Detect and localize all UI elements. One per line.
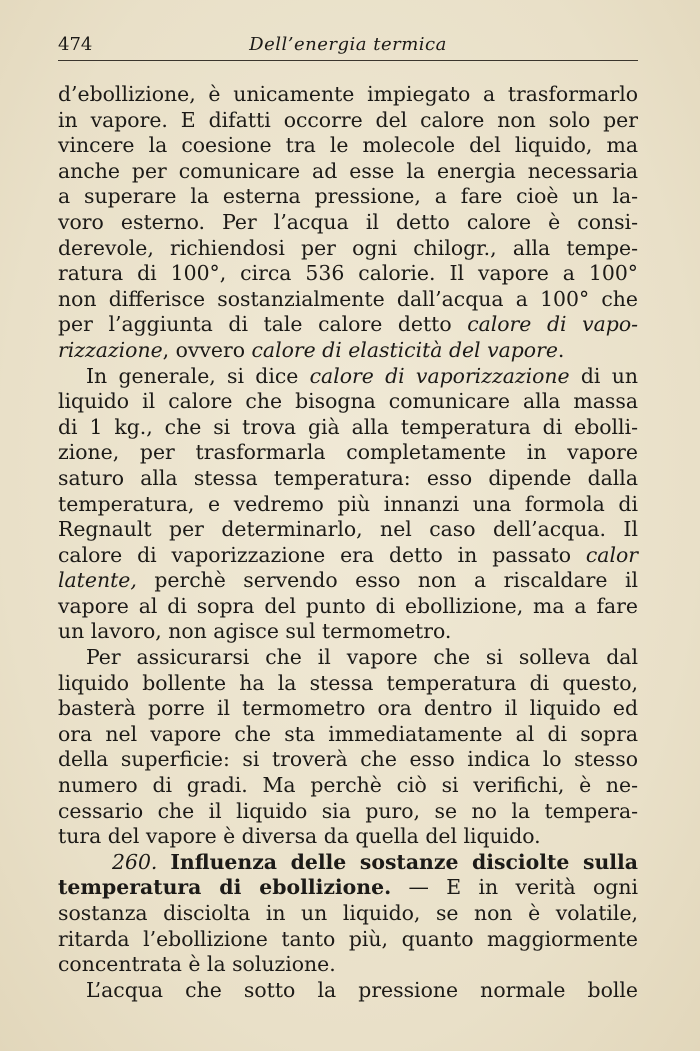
- text-run: , ovvero: [162, 337, 252, 362]
- text-run: anche per comunicare ad esse la energia necessaria: [58, 158, 638, 183]
- text-run: Per assicurarsi che il vapore che si solleva dal: [86, 645, 638, 670]
- text-line: [58, 927, 638, 953]
- text-run: a superare la esterna pressione, a fare cioè un la-: [58, 184, 638, 209]
- text-line: [58, 671, 638, 697]
- text-line: [58, 773, 638, 799]
- text-line: [58, 364, 638, 390]
- text-line: [58, 82, 638, 108]
- text-run: liquido bollente ha la stessa temperatura di questo,: [58, 670, 638, 695]
- bold-run: Influenza delle sostanze disciolte sulla: [170, 849, 639, 874]
- text-run: — E in verità ogni: [391, 875, 638, 900]
- text-line: [58, 645, 638, 671]
- text-run: perchè servendo esso non a riscaldare il: [136, 568, 638, 593]
- text-run: In generale, si dice: [86, 363, 310, 388]
- page-number: 474: [58, 34, 93, 55]
- text-line: [58, 210, 638, 236]
- text-line: [58, 799, 638, 825]
- text-run: concentrata è la soluzione.: [58, 952, 336, 977]
- text-run: Regnault per determinarlo, nel caso dell’acqua. Il: [58, 517, 638, 542]
- text-run: calore di vaporizzazione era detto in passato: [58, 542, 586, 567]
- text-line: [58, 824, 638, 850]
- text-line: [58, 261, 638, 287]
- text-run: di 1 kg., che si trova già alla temperatura di ebolli-: [58, 414, 638, 439]
- text-line: [58, 466, 638, 492]
- text-run: saturo alla stessa temperatura: esso dipende dalla: [58, 465, 638, 490]
- text-run: basterà porre il termometro ora dentro il liquido ed: [58, 696, 638, 721]
- text-run: di un: [569, 363, 638, 388]
- text-run: numero di gradi. Ma perchè ciò si verifichi, è ne-: [58, 773, 638, 798]
- text-line: [58, 850, 638, 876]
- text-line: [58, 287, 638, 313]
- text-line: [58, 312, 638, 338]
- text-run: [157, 850, 170, 874]
- italic-run: latente,: [58, 568, 137, 593]
- text-line: [58, 389, 638, 415]
- text-line: [58, 543, 638, 569]
- italic-run: calore di vapo-: [467, 312, 638, 337]
- text-run: liquido il calore che bisogna comunicare alla massa: [58, 389, 638, 414]
- italic-run: calor: [585, 542, 638, 567]
- text-run: vincere la coesione tra le molecole del liquido, ma: [58, 133, 638, 158]
- text-line: [58, 952, 638, 978]
- italic-run: 260.: [112, 849, 158, 874]
- text-run: L’acqua che sotto la pressione normale bolle: [86, 977, 638, 1002]
- text-run: voro esterno. Per l’acqua il detto calore è consi-: [58, 209, 638, 234]
- text-run: temperatura, e vedremo più innanzi una formola di: [58, 491, 638, 516]
- text-line: [58, 619, 638, 645]
- text-run: .: [557, 337, 565, 362]
- text-line: [58, 415, 638, 441]
- text-run: derevole, richiendosi per ogni chilogr., alla tempe-: [58, 235, 638, 260]
- text-line: [58, 875, 638, 901]
- text-run: ratura di 100°, circa 536 calorie. Il vapore a 100°: [58, 261, 638, 286]
- text-run: un lavoro, non agisce sul termometro.: [58, 619, 452, 644]
- text-run: ritarda l’ebollizione tanto più, quanto maggiormente: [58, 926, 638, 951]
- text-line: [58, 978, 638, 1004]
- italic-run: calore di vaporizzazione: [309, 363, 570, 388]
- text-line: [58, 236, 638, 262]
- running-header: [58, 32, 638, 61]
- text-line: [58, 901, 638, 927]
- running-title: Dell’energia termica: [249, 34, 447, 55]
- text-run: sostanza disciolta in un liquido, se non è volatile,: [58, 901, 638, 925]
- italic-run: rizzazione: [58, 337, 163, 362]
- text-line: [58, 747, 638, 773]
- text-run: per l’aggiunta di tale calore detto: [58, 312, 468, 337]
- text-line: [58, 133, 638, 159]
- text-run: vapore al di sopra del punto di ebollizione, ma a fare: [58, 593, 638, 618]
- text-line: [58, 338, 638, 364]
- text-line: [58, 517, 638, 543]
- italic-run: calore di elasticità del vapore: [251, 337, 558, 362]
- text-line: [58, 568, 638, 594]
- text-line: [58, 722, 638, 748]
- text-line: [58, 184, 638, 210]
- text-run: d’ebollizione, è unicamente impiegato a trasformarlo: [58, 82, 638, 106]
- text-line: [58, 440, 638, 466]
- text-run: in vapore. E difatti occorre del calore non solo per: [58, 107, 638, 132]
- body-text: [58, 82, 638, 1003]
- text-line: [58, 696, 638, 722]
- text-run: tura del vapore è diversa da quella del liquido.: [58, 824, 541, 849]
- text-run: ora nel vapore che sta immediatamente al di sopra: [58, 721, 638, 746]
- text-line: [58, 492, 638, 518]
- text-run: cessario che il liquido sia puro, se no la tempera-: [58, 798, 638, 823]
- text-line: [58, 108, 638, 134]
- text-line: [58, 159, 638, 185]
- text-run: non differisce sostanzialmente dall’acqua a 100° che: [58, 286, 638, 311]
- text-line: [58, 594, 638, 620]
- bold-run: temperatura di ebollizione.: [58, 875, 392, 900]
- text-run: della superficie: si troverà che esso indica lo stesso: [58, 747, 638, 772]
- text-run: zione, per trasformarla completamente in vapore: [58, 440, 638, 465]
